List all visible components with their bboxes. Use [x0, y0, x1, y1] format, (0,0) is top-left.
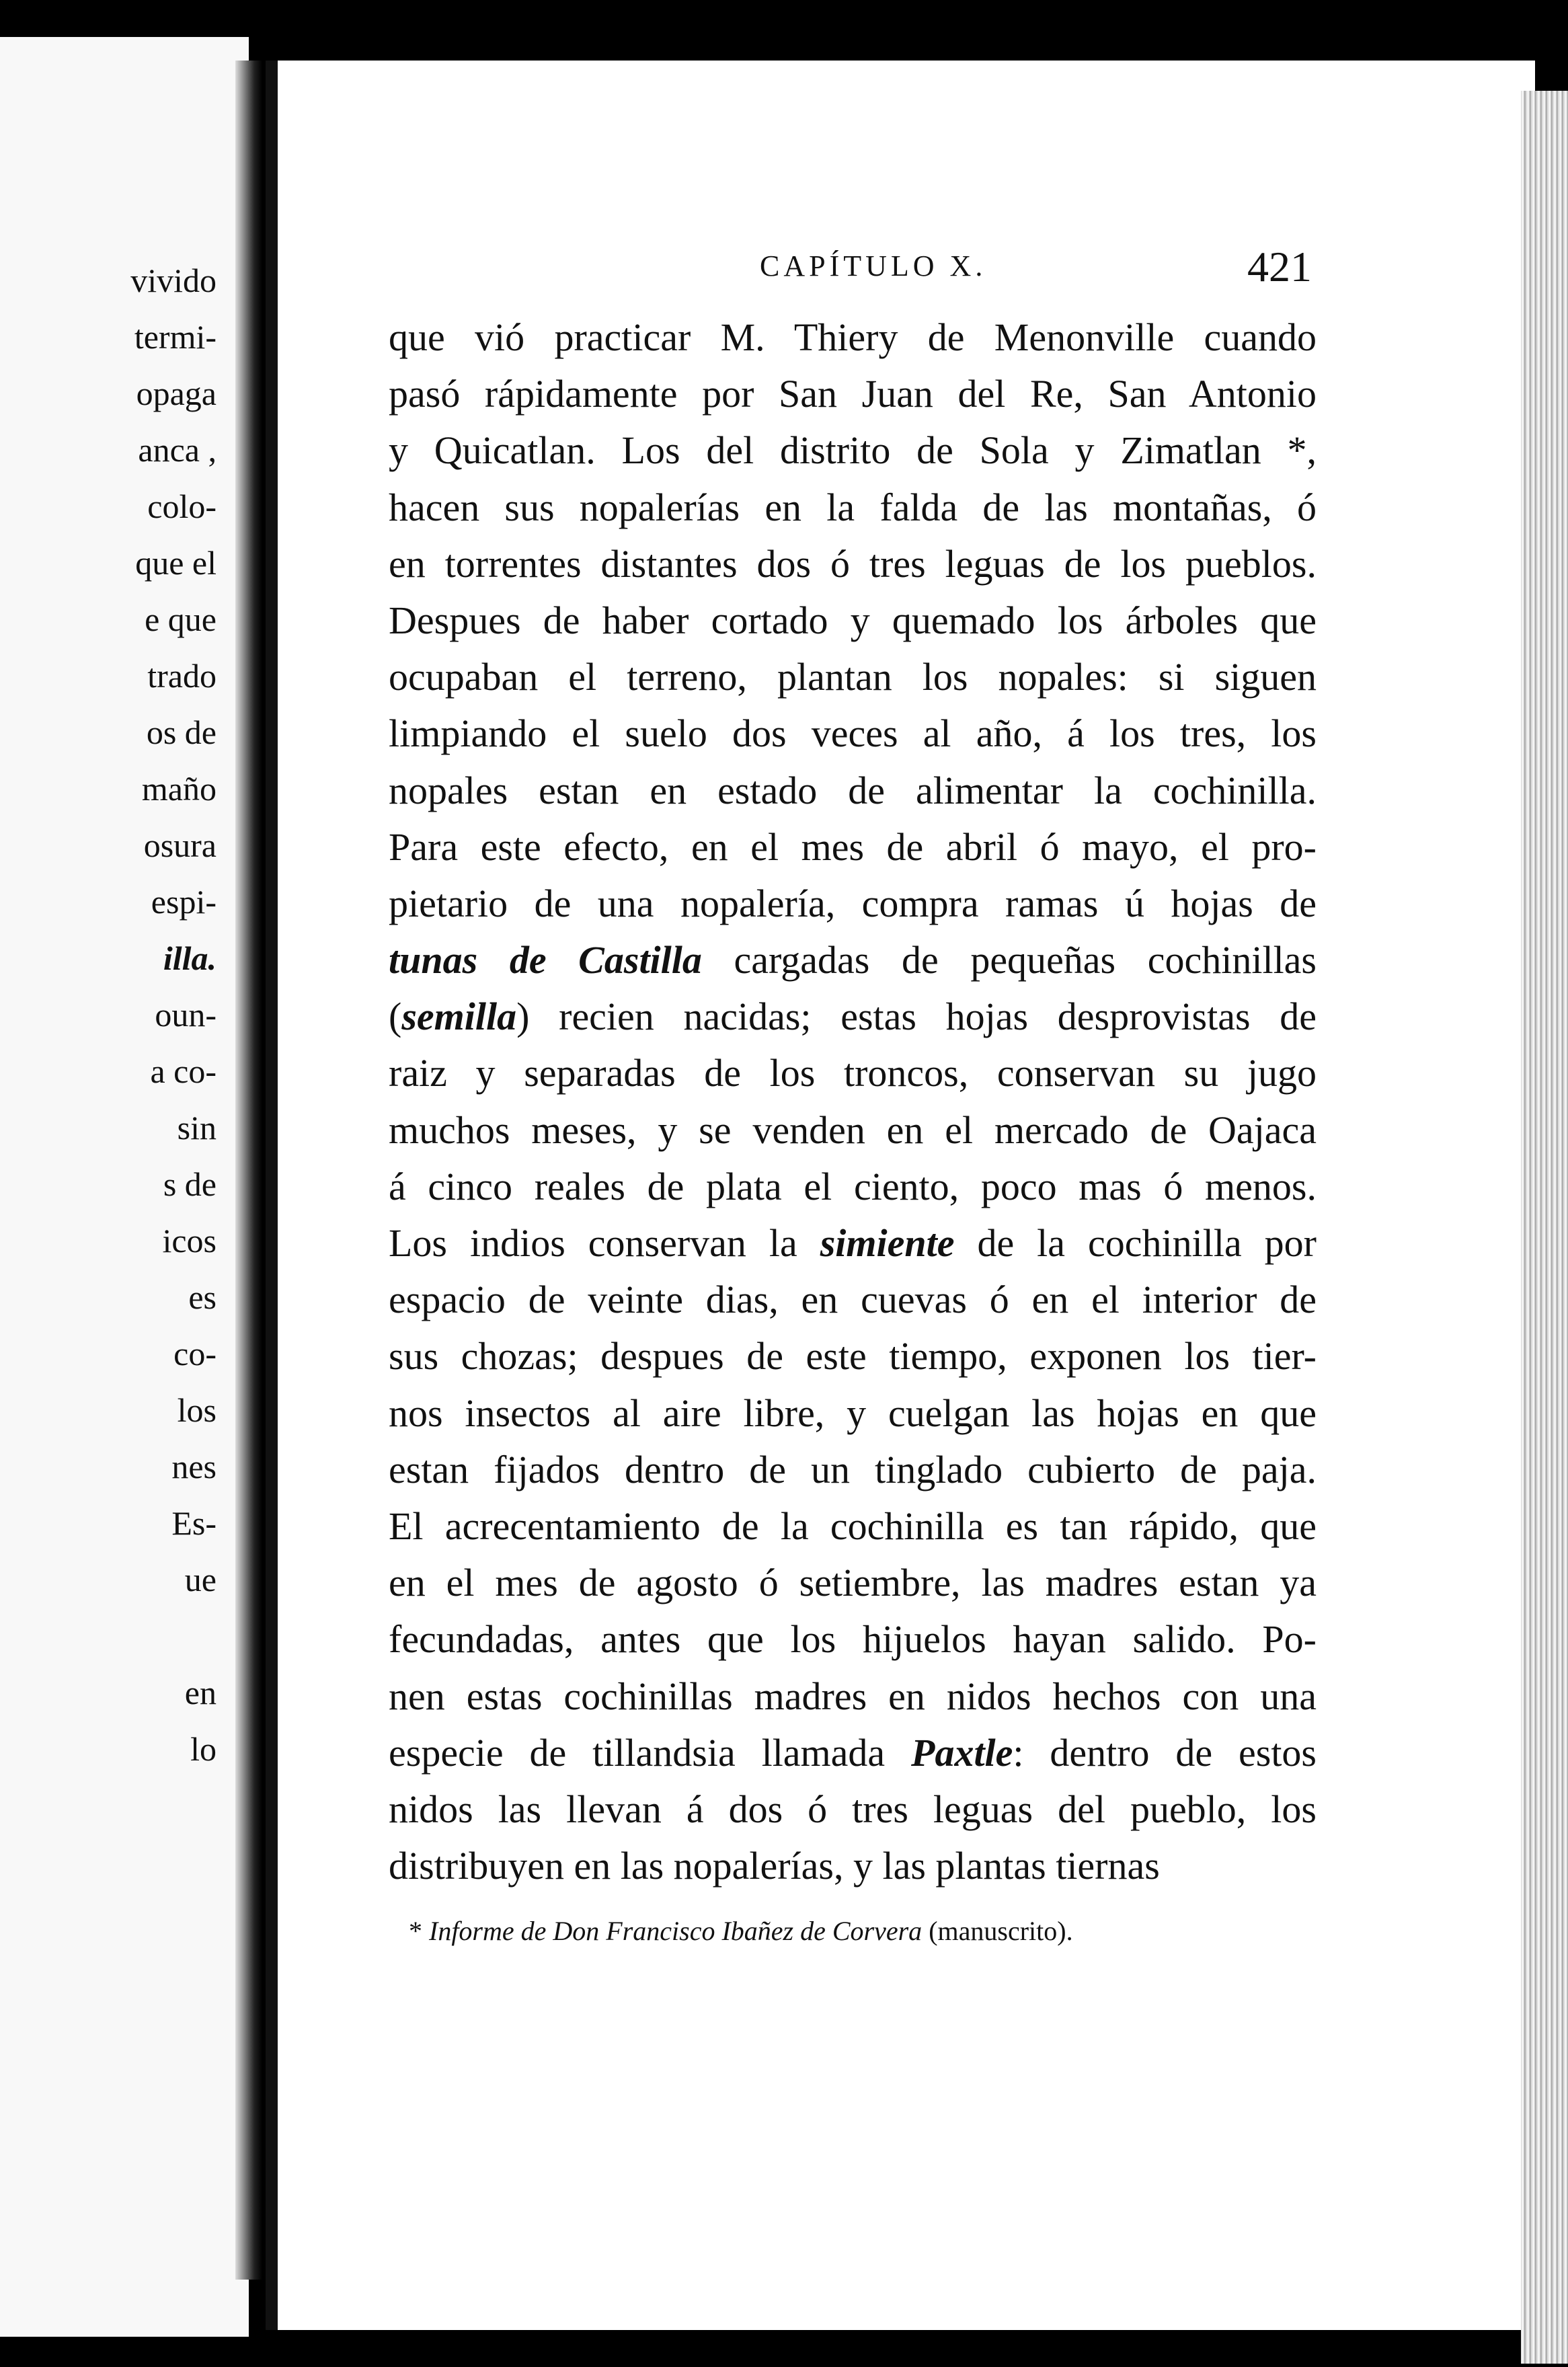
body-line [389, 763, 1317, 819]
line-text: Los indios conservan la [389, 1221, 820, 1265]
body-line [389, 479, 1317, 536]
left-page-line: opaga [136, 375, 217, 412]
line-text: Despues de haber cortado y quemado los árboles que [389, 598, 1317, 642]
line-text: que vió practicar M. Thiery de Menonville cuando [389, 315, 1317, 359]
line-text: especie de tillandsia llamada [389, 1730, 912, 1775]
body-line [389, 309, 1317, 366]
body-line [389, 592, 1317, 649]
body-line [389, 1725, 1317, 1781]
body-line [389, 366, 1317, 422]
line-text: hacen sus nopalerías en la falda de las montañas, ó [389, 485, 1317, 529]
body-line [389, 536, 1317, 592]
line-text: nos insectos al aire libre, y cuelgan las hojas en que [389, 1391, 1317, 1435]
left-page-text [0, 252, 256, 1777]
body-line [389, 1611, 1317, 1668]
line-text: raiz y separadas de los troncos, conservan su jugo [389, 1051, 1317, 1095]
line-text: ( [389, 995, 402, 1039]
left-page-line: s de [163, 1165, 217, 1203]
footnote [409, 1915, 1073, 1947]
left-page-line: los [177, 1391, 217, 1429]
line-text: y Quicatlan. Los del distrito de Sola y Zimatlan *, [389, 428, 1317, 473]
line-text: : dentro de estos [1013, 1730, 1317, 1775]
body-line [389, 1668, 1317, 1725]
footnote-marker: * [409, 1916, 422, 1946]
left-page-line: ue [184, 1561, 217, 1598]
body-line [389, 819, 1317, 876]
line-text: sus chozas; despues de este tiempo, exponen los tier- [389, 1334, 1317, 1379]
emphasized-term: simiente [820, 1221, 955, 1265]
left-page-line: oun- [155, 996, 217, 1034]
left-page-line: co- [173, 1335, 217, 1372]
line-text: nidos las llevan á dos ó tres leguas del pueblo, los [389, 1787, 1317, 1831]
line-text: Para este efecto, en el mes de abril ó mayo, el pro- [389, 824, 1317, 869]
line-text: nen estas cochinillas madres en nidos hechos con una [389, 1674, 1317, 1718]
line-text: ) recien nacidas; estas hojas desprovistas de [516, 995, 1317, 1039]
left-page-line: vivido [130, 262, 217, 299]
body-line [389, 988, 1317, 1045]
left-page-line: espi- [151, 883, 217, 921]
left-page-line: e que [145, 600, 217, 638]
body-line [389, 1555, 1317, 1611]
left-page-line: osura [143, 826, 217, 864]
body-line [389, 1328, 1317, 1385]
body-line [389, 1498, 1317, 1555]
line-text: pietario de una nopalería, compra ramas ú hojas de [389, 881, 1317, 925]
body-line [389, 932, 1317, 988]
left-page-line: sin [177, 1109, 217, 1147]
line-text: fecundadas, antes que los hijuelos hayan salido. Po- [389, 1617, 1317, 1662]
left-page-line: en [184, 1674, 217, 1711]
left-page-line: illa. [163, 939, 217, 977]
body-line [389, 649, 1317, 705]
body-line [389, 1781, 1317, 1838]
left-page-line: lo [190, 1730, 217, 1768]
line-text: ocupaban el terreno, plantan los nopales: si siguen [389, 655, 1317, 699]
left-page-line [0, 1608, 256, 1664]
line-text: nopales estan en estado de alimentar la cochinilla. [389, 768, 1317, 812]
body-line [389, 1385, 1317, 1442]
left-page-line: nes [171, 1448, 217, 1485]
left-page-line: anca , [138, 431, 217, 469]
line-text: en torrentes distantes dos ó tres leguas de los pueblos. [389, 541, 1317, 586]
line-text: cargadas de pequeñas cochinillas [701, 938, 1317, 982]
line-text: en el mes de agosto ó setiembre, las madres estan ya [389, 1561, 1317, 1605]
body-text [389, 309, 1317, 1894]
left-page-line: trado [147, 657, 217, 695]
left-page-line: es [188, 1278, 217, 1316]
footnote-note: (manuscrito). [929, 1916, 1073, 1946]
line-text: muchos meses, y se venden en el mercado de Oajaca [389, 1108, 1317, 1152]
line-text: estan fijados dentro de un tinglado cubierto de paja. [389, 1447, 1317, 1491]
emphasized-term: tunas de Castilla [389, 938, 702, 982]
left-page-line: icos [162, 1222, 217, 1259]
body-line [389, 1045, 1317, 1101]
emphasized-term: Paxtle [911, 1730, 1013, 1775]
left-page-line: Es- [171, 1504, 217, 1542]
left-page-line: que el [135, 544, 217, 582]
body-line [389, 876, 1317, 932]
left-page-line: colo- [147, 488, 217, 525]
line-text: pasó rápidamente por San Juan del Re, San Antonio [389, 372, 1317, 416]
page-edges [1521, 91, 1568, 2364]
line-text: distribuyen en las nopalerías, y las plantas tiernas [389, 1844, 1160, 1888]
body-line [389, 1159, 1317, 1215]
emphasized-term: semilla [401, 995, 517, 1039]
line-text: espacio de veinte dias, en cuevas ó en el interior de [389, 1278, 1317, 1322]
left-page-line: termi- [134, 318, 217, 356]
line-text: á cinco reales de plata el ciento, poco mas ó menos. [389, 1164, 1317, 1208]
running-title: CAPÍTULO X. [760, 249, 987, 282]
body-line [389, 422, 1317, 479]
body-line [389, 1102, 1317, 1159]
body-line [389, 1442, 1317, 1498]
line-text: limpiando el suelo dos veces al año, á los tres, los [389, 711, 1317, 756]
left-page-line: maño [141, 770, 217, 808]
page-number: 421 [1247, 243, 1312, 290]
left-page-line: a co- [150, 1052, 217, 1090]
body-line [389, 705, 1317, 762]
line-text: de la cochinilla por [954, 1221, 1317, 1265]
book-gutter [235, 61, 262, 2280]
body-line [389, 1838, 1317, 1894]
line-text: El acrecentamiento de la cochinilla es tan rápido, que [389, 1504, 1317, 1548]
footnote-source: Informe de Don Francisco Ibañez de Corvera [429, 1916, 923, 1946]
body-line [389, 1272, 1317, 1328]
body-line [389, 1215, 1317, 1272]
left-page-line: os de [146, 713, 217, 751]
